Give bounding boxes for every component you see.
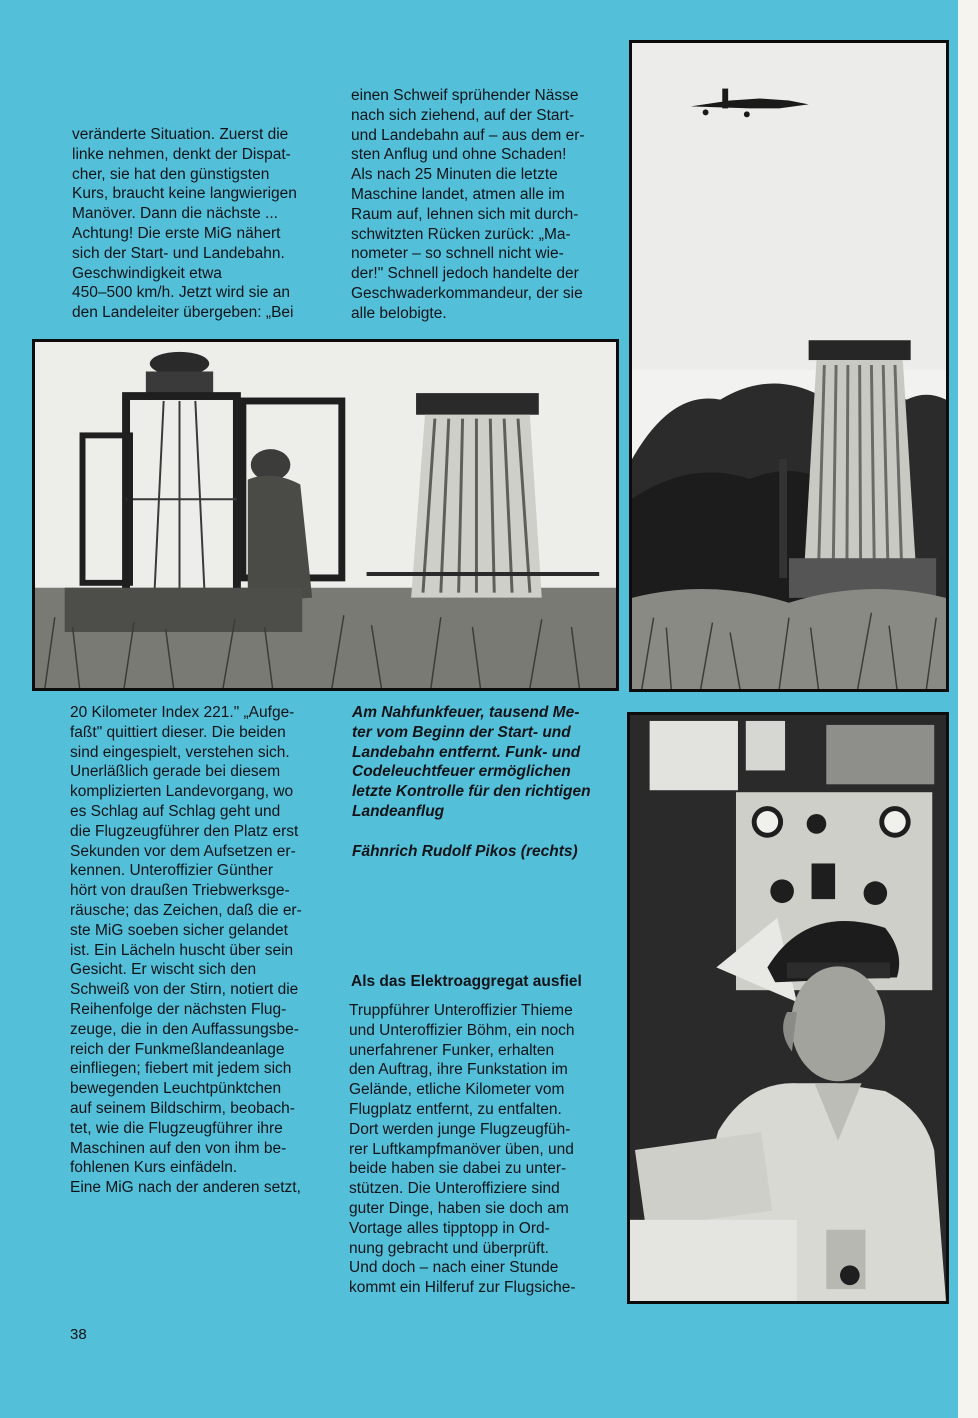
text-column-bottom-left [70, 703, 342, 1198]
page-number: 38 [70, 1326, 87, 1343]
text-line: den Auftrag, ihre Funkstation im [349, 1061, 568, 1079]
text-line: Als nach 25 Minuten die letzte [351, 166, 558, 184]
text-line: Maschine landet, atmen alle im [351, 185, 565, 203]
text-line: Schweiß von der Stirn, notiert die [70, 981, 299, 999]
section-heading: Als das Elektroaggregat ausfiel [351, 973, 582, 990]
text-line: unerfahrener Funker, erhalten [349, 1041, 555, 1059]
text-line: Sekunden vor dem Aufsetzen er- [70, 842, 296, 860]
text-column-bottom-middle [349, 1001, 621, 1298]
text-line: fohlenen Kurs einfädeln. [70, 1159, 238, 1177]
text-line: sten Anflug und ohne Schaden! [351, 146, 567, 164]
text-line: Truppführer Unteroffizier Thieme [349, 1002, 573, 1019]
text-line: Kurs, braucht keine langwierigen [72, 185, 297, 203]
text-column-top-middle [351, 86, 621, 324]
photo-caption [352, 703, 617, 822]
caption-line: Landeanflug [352, 802, 445, 820]
text-line: reich der Funkmeßlandeanlage [70, 1040, 285, 1058]
text-line: Raum auf, lehnen sich mit durch- [351, 205, 579, 223]
caption-line: Codeleuchtfeuer ermöglichen [352, 763, 571, 781]
photo-officer-image [630, 715, 946, 1301]
photo-airplane-beacon [629, 40, 949, 692]
text-column-top-left [72, 125, 342, 323]
text-line: und Unteroffizier Böhm, ein noch [349, 1021, 575, 1039]
text-line: veränderte Situation. Zuerst die [72, 126, 289, 143]
text-line: Reihenfolge der nächsten Flug- [70, 1000, 287, 1018]
text-line: sind eingespielt, verstehen sich. [70, 743, 290, 761]
text-line: den Landeleiter übergeben: „Bei [72, 304, 294, 322]
text-line: sich der Start- und Landebahn. [72, 244, 285, 262]
text-line: Dort werden junge Flugzeugfüh- [349, 1120, 571, 1138]
photo-officer-radio-station [627, 712, 949, 1304]
text-line: Achtung! Die erste MiG nähert [72, 224, 281, 242]
text-line: es Schlag auf Schlag geht und [70, 802, 281, 820]
text-line: Unerläßlich gerade bei diesem [70, 763, 281, 781]
caption-line: Am Nahfunkfeuer, tausend Me- [352, 704, 580, 721]
text-line: hört von draußen Triebwerksge- [70, 882, 290, 900]
text-line: Geschwaderkommandeur, der sie [351, 284, 583, 302]
photo-airplane-beacon-image [632, 43, 946, 689]
text-line: ste MiG soeben sicher gelandet [70, 921, 288, 939]
photo-beacon-lamps-soldier [32, 339, 619, 691]
text-line: rer Luftkampfmanöver üben, und [349, 1140, 574, 1158]
text-line: die Flugzeugführer den Platz erst [70, 822, 299, 840]
text-line: alle belobigte. [351, 304, 447, 322]
text-line: komplizierten Landevorgang, wo [70, 783, 294, 801]
text-line: Manöver. Dann die nächste ... [72, 205, 278, 223]
text-line: nung gebracht und überprüft. [349, 1239, 549, 1257]
text-line: schwitzten Rücken zurück: „Ma- [351, 225, 571, 243]
caption-line: Landebahn entfernt. Funk- und [352, 743, 581, 761]
text-line: ist. Ein Lächeln huscht über sein [70, 941, 294, 959]
photo-beacon-lamps-image [35, 342, 616, 688]
text-line: bewegenden Leuchtpünktchen [70, 1080, 282, 1098]
text-line: kennen. Unteroffizier Günther [70, 862, 274, 880]
text-line: kommt ein Hilferuf zur Flugsiche- [349, 1279, 576, 1297]
text-line: Maschinen auf den von ihm be- [70, 1139, 287, 1157]
text-line: Gesicht. Er wischt sich den [70, 961, 257, 979]
text-line: 450–500 km/h. Jetzt wird sie an [72, 284, 290, 302]
text-line: 20 Kilometer Index 221." „Aufge- [70, 704, 295, 721]
text-line: zeuge, die in den Auffassungsbe- [70, 1020, 299, 1038]
text-line: Gelände, etliche Kilometer vom [349, 1081, 565, 1099]
text-line: Eine MiG nach der anderen setzt, [70, 1179, 301, 1197]
text-line: linke nehmen, denkt der Dispat- [72, 145, 291, 163]
text-line: Und doch – nach einer Stunde [349, 1259, 559, 1277]
caption-line: letzte Kontrolle für den richtigen [352, 783, 591, 801]
text-line: cher, sie hat den günstigsten [72, 165, 270, 183]
photo-caption-person: Fähnrich Rudolf Pikos (rechts) [352, 843, 578, 860]
text-line: nach sich ziehend, auf der Start- [351, 106, 575, 124]
text-line: auf seinem Bildschirm, beobach- [70, 1099, 295, 1117]
text-line: beide haben sie dabei zu unter- [349, 1160, 567, 1178]
text-line: einen Schweif sprühender Nässe [351, 87, 579, 104]
text-line: der!" Schnell jedoch handelte der [351, 265, 579, 283]
text-line: nometer – so schnell nicht wie- [351, 245, 564, 263]
text-line: räusche; das Zeichen, daß die er- [70, 901, 302, 919]
text-line: tet, wie die Flugzeugführer ihre [70, 1119, 283, 1137]
page-edge [958, 0, 978, 1418]
text-line: Vortage alles tipptopp in Ord- [349, 1219, 550, 1237]
text-line: und Landebahn auf – aus dem er- [351, 126, 585, 144]
text-line: stützen. Die Unteroffiziere sind [349, 1180, 560, 1198]
text-line: Geschwindigkeit etwa [72, 264, 222, 282]
text-line: guter Dinge, haben sie doch am [349, 1199, 569, 1217]
text-line: einfliegen; fiebert mit jedem sich [70, 1060, 292, 1078]
text-line: Flugplatz entfernt, zu entfalten. [349, 1100, 562, 1118]
text-line: faßt" quittiert dieser. Die beiden [70, 723, 286, 741]
caption-line: ter vom Beginn der Start- und [352, 723, 571, 741]
